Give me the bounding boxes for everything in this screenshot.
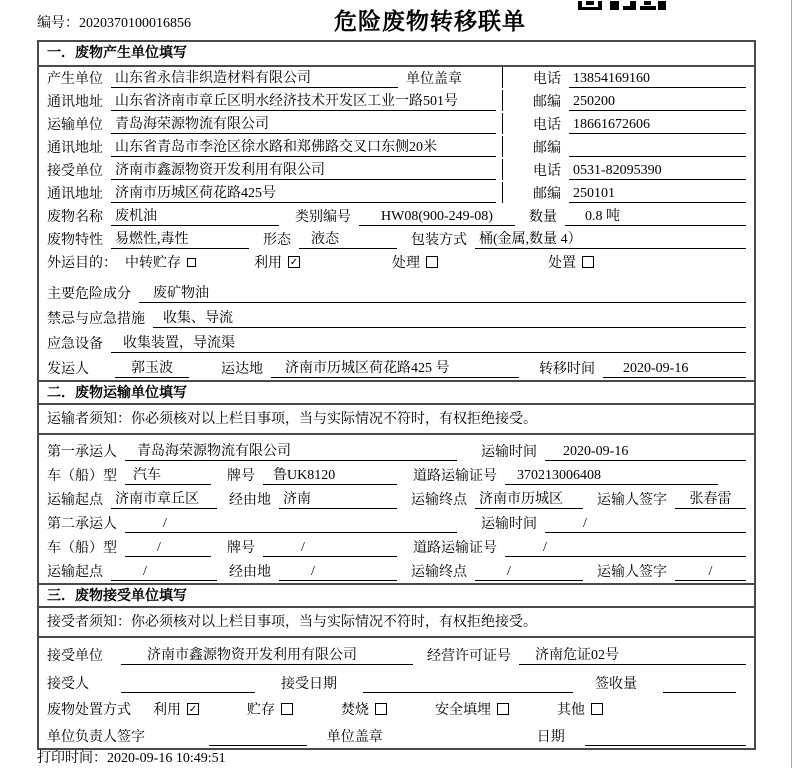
address-label: 通讯地址 (47, 95, 103, 110)
section3-heading: 三．废物接受单位填写 (39, 583, 754, 608)
phone-label: 电话 (533, 72, 561, 87)
hazard-label: 主要危险成分 (47, 287, 131, 302)
dest-label: 运达地 (221, 362, 263, 377)
via2-value: / (279, 564, 397, 581)
row-receiver-address-right (503, 183, 746, 203)
disposal-landfill-label: 安全填埋 (435, 703, 491, 718)
head-sign-label: 单位负责人签字 (47, 730, 145, 745)
date2-value (585, 729, 746, 746)
row-producer-left (47, 67, 503, 88)
form-label: 形态 (263, 233, 291, 248)
row-transporter-right (503, 114, 746, 134)
vehicle2-value: / (125, 540, 211, 557)
transporter-value: 青岛海荣源物流有限公司 (111, 113, 496, 134)
accept-date-label: 接受日期 (281, 677, 337, 692)
producer-value: 山东省永信非织造材料有限公司 (111, 67, 398, 88)
row-disposal (39, 695, 754, 721)
print-time-value: 2020-09-16 10:49:51 (107, 751, 226, 766)
equipment-label: 应急设备 (47, 337, 103, 352)
row-taboo (39, 305, 754, 330)
row-transporter-address (39, 136, 754, 159)
packing-label: 包装方式 (411, 233, 467, 248)
zip-label-3: 邮编 (533, 187, 561, 202)
receiver-zip-value: 250101 (569, 186, 746, 203)
row-receiver-left (47, 159, 503, 180)
amount-value (663, 676, 736, 693)
row-transporter-address-left (47, 136, 503, 157)
accept-date-value (363, 676, 573, 693)
via1-value: 济南 (279, 488, 397, 509)
equipment-value: 收集装置，导流渠 (111, 332, 746, 353)
purpose-dispose-label: 处置 (548, 256, 576, 271)
receiver-label: 接受单位 (47, 164, 103, 179)
producer-zip-value: 250200 (569, 94, 746, 111)
purpose-option-dispose (548, 252, 594, 272)
accept-unit-label: 接受单位 (47, 649, 103, 664)
transporter-label: 运输单位 (47, 118, 103, 133)
permit1-value: 370213006408 (505, 468, 718, 485)
purpose-transfer-storage-label: 中转贮存 (125, 256, 181, 271)
row-accept-person (39, 667, 754, 695)
transporter-address-value: 山东省青岛市李沧区徐水路和郑佛路交叉口东侧20米 (111, 136, 496, 157)
packing-value: 桶(金属,数量 4） (475, 228, 746, 249)
disposal-incinerate-checkbox (375, 703, 387, 715)
disposal-option-landfill (435, 699, 509, 719)
disposal-incinerate-label: 焚烧 (341, 703, 369, 718)
carrier1-label: 第一承运人 (47, 445, 117, 460)
license-label: 经营许可证号 (427, 649, 511, 664)
address-label-2: 通讯地址 (47, 141, 103, 156)
end1-value: 济南市历城区 (475, 488, 583, 509)
row-receiver-address (39, 182, 754, 205)
sign1-value: 张春雷 (675, 488, 746, 509)
disposal-option-other (557, 699, 603, 719)
disposal-landfill-checkbox (497, 703, 509, 715)
end2-value: / (475, 564, 583, 581)
plate1-value: 鲁UK8120 (263, 464, 397, 485)
permit-label-2: 道路运输证号 (413, 541, 497, 556)
traits-label: 废物特性 (47, 233, 103, 248)
shipper-label: 发运人 (47, 362, 89, 377)
row-head-sign (39, 721, 754, 748)
via-label-2: 经由地 (229, 565, 271, 580)
origin2-value: / (111, 564, 217, 581)
disposal-option-store (247, 699, 293, 719)
row-producer-address-right (503, 91, 746, 111)
row-route1 (39, 487, 754, 511)
phone-label-3: 电话 (533, 164, 561, 179)
transporter-phone-value: 18661672606 (569, 117, 746, 134)
qty-label: 数量 (529, 210, 557, 225)
disposal-other-checkbox (591, 703, 603, 715)
print-time (37, 747, 226, 767)
receiver-phone-value: 0531-82095390 (569, 163, 746, 180)
unit-seal-label: 单位盖章 (406, 72, 462, 87)
row-equipment (39, 330, 754, 355)
serial-value: 2020370100016856 (79, 16, 191, 31)
carrier1-value: 青岛海荣源物流有限公司 (125, 440, 457, 461)
row-receiver-address-left (47, 182, 503, 203)
via-label: 经由地 (229, 493, 271, 508)
plate2-value: / (263, 540, 397, 557)
sign-label-2: 运输人签字 (597, 565, 667, 580)
origin-label: 运输起点 (47, 493, 103, 508)
vehicle-label: 车（船）型 (47, 469, 117, 484)
disposal-label: 废物处置方式 (47, 703, 131, 718)
row-route2 (39, 559, 754, 583)
producer-phone-value: 13854169160 (569, 71, 746, 88)
address-label-3: 通讯地址 (47, 187, 103, 202)
disposal-utilize-checkbox: ✓ (188, 704, 198, 715)
plate-label-2: 牌号 (227, 541, 255, 556)
date2-label: 日期 (536, 730, 565, 745)
purpose-option-transfer-storage (125, 252, 196, 272)
row-carrier1 (39, 439, 754, 463)
purpose-transfer-storage-checkbox (187, 258, 196, 267)
row-transporter-left (47, 113, 503, 134)
producer-label: 产生单位 (47, 72, 103, 87)
accept-person-label: 接受人 (47, 677, 89, 692)
receiver-value: 济南市鑫源物资开发利用有限公司 (111, 159, 496, 180)
origin-label-2: 运输起点 (47, 565, 103, 580)
qty-value: 0.8 吨 (565, 205, 746, 226)
head-sign-value (209, 729, 307, 746)
permit-label: 道路运输证号 (413, 469, 497, 484)
disposal-other-label: 其他 (557, 703, 585, 718)
transfer-form (37, 40, 756, 750)
vehicle1-value: 汽车 (125, 464, 211, 485)
shipper-value: 郭玉波 (115, 357, 189, 378)
plate-label: 牌号 (227, 469, 255, 484)
form-value: 液态 (299, 228, 397, 249)
accept-unit-value: 济南市鑫源物资开发利用有限公司 (121, 644, 413, 665)
disposal-store-label: 贮存 (247, 703, 275, 718)
row-producer-address-left (47, 90, 503, 111)
amount-label: 签收量 (595, 677, 637, 692)
end-label-2: 运输终点 (411, 565, 467, 580)
section2-heading: 二．废物运输单位填写 (39, 380, 754, 405)
traits-value: 易燃性,毒性 (111, 228, 249, 249)
row-receiver-right (503, 160, 746, 180)
row-vehicle1 (39, 463, 754, 487)
row-producer-right (503, 68, 746, 88)
section1-heading: 一．废物产生单位填写 (39, 42, 754, 67)
row-waste-traits (39, 228, 754, 251)
purpose-option-treat (392, 252, 438, 272)
serial-number (37, 12, 191, 32)
taboo-value: 收集、导流 (153, 307, 746, 328)
transport-time1-value: 2020-09-16 (545, 444, 746, 461)
row-transporter-address-right (503, 137, 746, 157)
carrier2-value: / (125, 516, 457, 533)
transport-time-label-2: 运输时间 (481, 517, 537, 532)
hazard-value: 废矿物油 (139, 282, 746, 303)
print-time-label: 打印时间： (37, 751, 107, 766)
carrier2-label: 第二承运人 (47, 517, 117, 532)
permit2-value: / (505, 540, 746, 557)
end-label: 运输终点 (411, 493, 467, 508)
section3-notice: 接受者须知：你必须核对以上栏目事项，当与实际情况不符时，有权拒绝接受。 (39, 608, 754, 638)
category-value: HW08(900-249-08) (359, 209, 515, 226)
taboo-label: 禁忌与应急措施 (47, 312, 145, 327)
row-producer (39, 67, 754, 90)
purpose-utilize-label: 利用 (254, 256, 282, 271)
disposal-option-utilize (153, 699, 199, 719)
row-waste-name (39, 205, 754, 228)
serial-label: 编号： (37, 16, 79, 31)
unit-seal-label-2: 单位盖章 (326, 730, 383, 745)
row-purpose (39, 251, 754, 274)
page-title: 危险废物转移联单 (334, 9, 526, 34)
purpose-label: 外运目的： (47, 256, 117, 271)
transfer-time-label: 转移时间 (539, 362, 595, 377)
page-right-edge (791, 0, 792, 768)
zip-label-2: 邮编 (533, 141, 561, 156)
transport-time2-value: / (545, 516, 746, 533)
category-label: 类别编号 (295, 210, 351, 225)
zip-label: 邮编 (533, 95, 561, 110)
transporter-zip-value (569, 140, 746, 157)
waste-name-value: 废机油 (111, 205, 279, 226)
sign-label: 运输人签字 (597, 493, 667, 508)
section2-notice: 运输者须知：你必须核对以上栏目事项，当与实际情况不符时，有权拒绝接受。 (39, 405, 754, 435)
row-shipper (39, 355, 754, 380)
transport-time-label: 运输时间 (481, 445, 537, 460)
qr-code-icon (578, 0, 668, 10)
row-producer-address (39, 90, 754, 113)
receiver-address-value: 济南市历城区荷花路425号 (111, 182, 496, 203)
row-carrier2 (39, 511, 754, 535)
row-accept-unit (39, 638, 754, 667)
disposal-option-incinerate (341, 699, 387, 719)
accept-person-value (121, 676, 255, 693)
origin1-value: 济南市章丘区 (111, 488, 217, 509)
transfer-time-value: 2020-09-16 (603, 361, 746, 378)
disposal-store-checkbox (281, 703, 293, 715)
producer-address-value: 山东省济南市章丘区明水经济技术开发区工业一路501号 (111, 90, 496, 111)
purpose-utilize-checkbox: ✓ (289, 257, 299, 268)
purpose-dispose-checkbox (582, 256, 594, 268)
vehicle-label-2: 车（船）型 (47, 541, 117, 556)
disposal-utilize-label: 利用 (153, 703, 181, 718)
purpose-treat-label: 处理 (392, 256, 420, 271)
row-hazard (39, 280, 754, 305)
phone-label-2: 电话 (533, 118, 561, 133)
purpose-option-utilize (254, 252, 300, 272)
dest-value: 济南市历城区荷花路425 号 (271, 357, 519, 378)
license-value: 济南危证02号 (519, 644, 746, 665)
row-vehicle2 (39, 535, 754, 559)
purpose-treat-checkbox (426, 256, 438, 268)
waste-name-label: 废物名称 (47, 210, 103, 225)
sign2-value: / (675, 564, 746, 581)
row-receiver (39, 159, 754, 182)
row-transporter (39, 113, 754, 136)
